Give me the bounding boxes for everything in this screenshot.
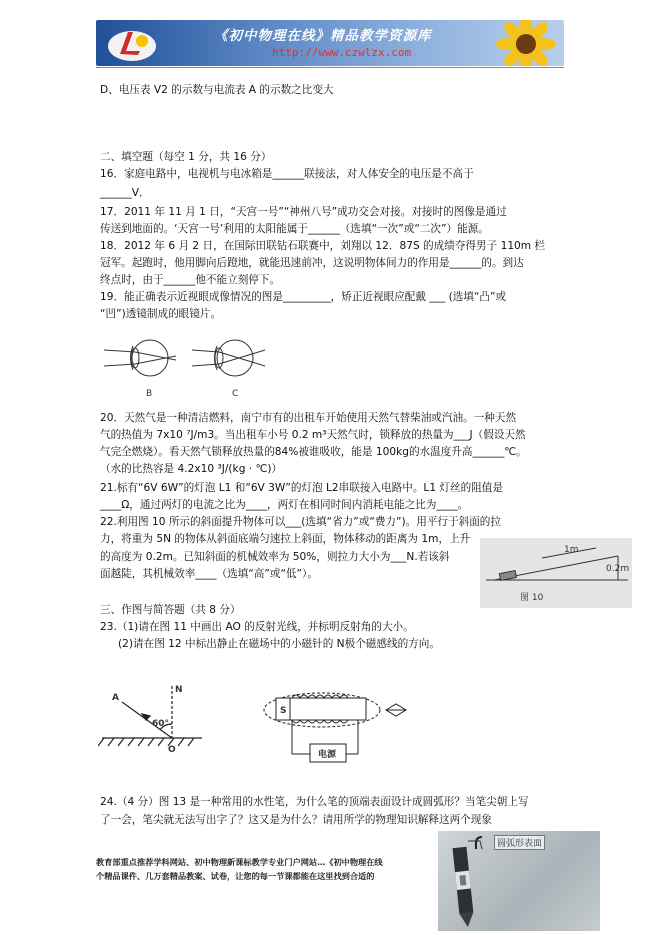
section-fill-in-title: 二、填空题（每空 1 分，共 16 分） [100,151,272,163]
question-16-line2: ______V． [100,187,150,199]
mirror-normal-n: N [175,685,183,695]
coil-s-pole: S [280,706,287,716]
question-19-line2: “凹”)透镜制成的眼镜片。 [100,308,222,320]
question-18-line1: 18．2012 年 6 月 2 日，在国际田联钻石联赛中，刘翔以 12．87S 的成绩夺得男子 110m 栏 [100,240,546,252]
mirror-figure [98,680,218,752]
question-24-line2: 了一会，笔尖就无法写出字了？这又是为什么？请用所学的物理知识解释这两个现象 [100,814,492,826]
pen-icon [438,831,600,931]
question-22-line2: 力，将重为 5N 的物体从斜面底端匀速拉上斜面，物体移动的距离为 1m，上升 [100,533,471,545]
question-23-part2: (2)请在图 12 中标出静止在磁场中的小磁针的 N极个磁感线的方向。 [118,638,440,650]
question-20-line3: 气完全燃烧）。看天然气锁释放热量的84%被谁吸收，能是 100kg的水温度升高______℃。 [100,446,527,458]
mirror-point-a: A [112,693,119,703]
question-21-line1: 21.标有“6V 6W”的灯泡 L1 和“6V 3W”的灯泡 L2串联接入电路中。L1 灯丝的阻值是 [100,482,503,494]
incline-figure [480,538,632,608]
option-d: D、电压表 V2 的示数与电流表 A 的示数之比变大 [100,84,334,96]
question-23-part1: 23.（1)请在图 11 中画出 AO 的反射光线，并标明反射角的大小。 [100,621,414,633]
mirror-angle-label: 60° [152,719,170,729]
site-title: 《初中物理在线》精品教学资源库 [214,28,432,44]
question-22-line1: 22.利用图 10 所示的斜面提升物体可以___(选填“省力”或“费力”)。用平行于斜面的拉 [100,516,501,528]
question-20-line2: 气的热值为 7x10 ⁷J/m3。当出租车小号 0.2 m³天然气时，锁释放的热量为___J（假设天然 [100,429,526,441]
site-url[interactable]: http://www.czwlzx.com [272,46,412,59]
eye-b-label: B [146,389,153,399]
sunflower-icon [486,20,564,66]
eye-c-lens [215,348,223,368]
incline-length-label: 1m [564,545,579,555]
question-22-line4: 面越陡，其机械效率____（选填“高”或“低”）。 [100,568,318,580]
question-24-line1: 24.（4 分）图 13 是一种常用的水性笔，为什么笔的顶端表面设计成圆弧形？当笔尖朝上写 [100,796,529,808]
header-divider [96,67,564,68]
question-17-line2: 传送到地面的。‘天宫一号’利用的太阳能属于______（选填“一次”或“二次”）能源。 [100,223,489,235]
eye-c-eyeball [217,340,253,376]
question-19-line1: 19．能正确表示近视眼成像情况的图是_________，矫正近视眼应配戴 ___ (选填“凸”或 [100,291,507,303]
eye-b-eyeball [132,340,168,376]
header-banner [96,20,564,66]
power-supply-label: 电源 [318,750,337,760]
question-20-line1: 20．天然气是一种清洁燃料，南宁市有的出租车开始使用天然气替柴油或汽油。一种天然 [100,412,517,424]
incline-caption: 图 10 [520,593,544,603]
question-18-line3: 终点时，由于______他不能立刻停下。 [100,274,281,286]
section-drawing-title: 三、作图与简答题（共 8 分） [100,604,241,616]
pen-arc-label: 圆弧形表面 [494,835,545,850]
question-22-line3: 的高度为 0.2m。已知斜面的机械效率为 50%，则拉力大小为___N.若该斜 [100,551,450,563]
incline-height-label: 0.2m [606,564,630,574]
eye-c-label: C [232,389,239,399]
question-18-line2: 冠军。起跑时，他用脚向后蹬地，就能迅速前冲，这说明物体间力的作用是______的。到达 [100,257,524,269]
footer-line1: 教育部重点推荐学科网站、初中物理新课标教学专业门户网站…《初中物理在线 [96,857,383,867]
question-17-line1: 17．2011 年 11 月 1 日，“天宫一号”“神州八号”成功交会对接。对接时的图像是通过 [100,206,507,218]
question-21-line2: ____Ω，通过两灯的电流之比为____，两灯在相同时间内消耗电能之比为____。 [100,499,469,511]
mirror-point-o: O [168,745,176,752]
question-16-line1: 16．家庭电路中，电视机与电冰箱是______联接法，对人体安全的电压是不高于 [100,168,474,180]
eye-diagrams [100,328,290,400]
pen-photo [438,831,600,931]
electromagnet-figure [258,682,418,768]
question-20-line4: （水的比热容是 4.2x10 ³J/(kg · ℃)） [100,463,283,475]
site-logo-icon [106,24,158,64]
footer-line2: 个精品课件、几万套精品教案、试卷，让您的每一节课都能在这里找到合适的 [96,871,375,881]
